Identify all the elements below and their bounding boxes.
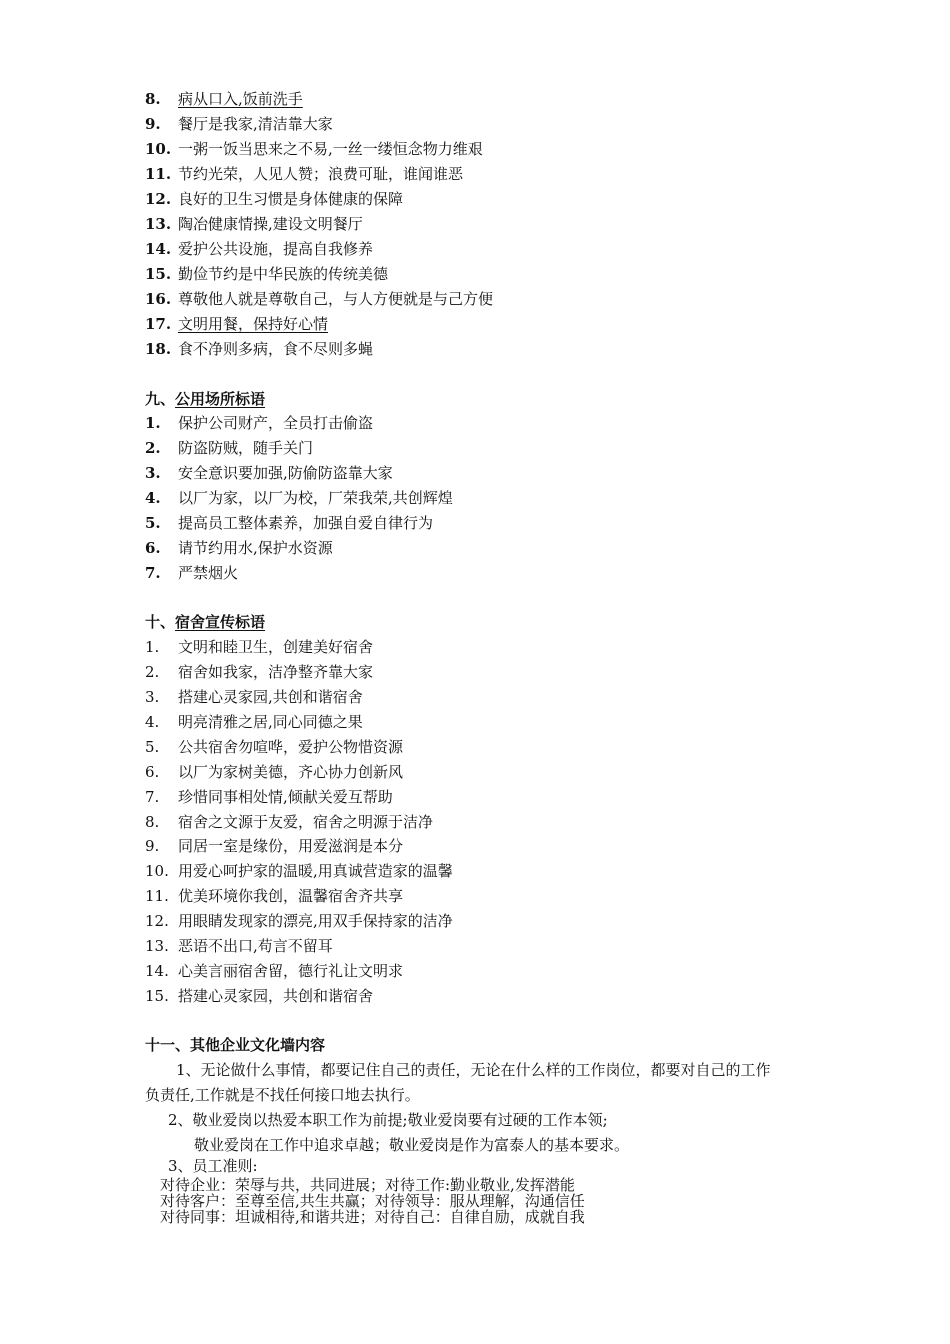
slogan-text: 爱护公共设施，提高自我修养 (178, 240, 374, 258)
slogan-text: 尊敬他人就是尊敬自己，与人方便就是与己方便 (178, 290, 494, 308)
slogan-text: 良好的卫生习惯是身体健康的保障 (178, 190, 404, 208)
section-heading-public-places: 九、公用场所标语 (145, 390, 266, 408)
employee-code-line: 对待同事：坦诚相待,和谐共进；对待自己：自律自励，成就自我 (160, 1208, 585, 1226)
slogan-text: 餐厅是我家,清洁靠大家 (178, 115, 333, 133)
section-heading-dormitory: 十、宿舍宣传标语 (145, 613, 266, 631)
slogan-text: 陶冶健康情操,建设文明餐厅 (178, 215, 363, 233)
employee-code-title: 3、员工准则: (168, 1157, 258, 1175)
slogan-text: 勤俭节约是中华民族的传统美德 (178, 265, 389, 283)
employee-code-line: 对待企业：荣辱与共，共同进展；对待工作:勤业敬业,发挥潜能 (160, 1176, 575, 1194)
document-page: 8. 病从口入,饭前洗手 9. 餐厅是我家,清洁靠大家 10. 一粥一饭当思来之不易,一丝一缕恒念物力维艰 11. 节约光荣，人见人赞；浪费可耻，谁闻谁恶 12. 良好的卫生习惯是身体健康的保障 13. 陶冶健康情操,建设文明餐厅 14. 爱护公共设施，提高自我修养 15. 勤俭节约是中华民族的传统美德 16. 尊敬他人就是尊敬自己，与人方便就是与己方便 17. 文明用餐，保持好心情 18. 食不净则多病，食不尽则多蝇 九、公用场所标语 1. 保护公司财产，全员打击偷盗 2. 防盗防贼，随手关门 3. 安全意识要加强,防偷防盗靠大家 4. 以厂为家，以厂为校，厂荣我荣,共创辉煌 5. 提高员工整体素养，加强自爱自律行为 6. 请节约用水,保护水资源 7. 严禁烟火 十、宿舍宣传标语 1. 文明和睦卫生，创建美好宿舍 2. 宿舍如我家，洁净整齐靠大家 3. 搭建心灵家园,共创和谐宿舍 4. 明亮清雅之居,同心同德之果 5. 公共宿舍勿喧哗，爱护公物惜资源 6. 以厂为家树美德，齐心协力创新风 7. 珍惜同事相处情,倾献关爱互帮助 8. 宿舍之文源于友爱，宿舍之明源于洁净 9. 同居一室是缘份，用爱滋润是本分 10. 用爱心呵护家的温暖,用真诚营造家的温馨 11. 优美环境你我创，温馨宿舍齐共享 12. 用眼睛发现家的漂亮,用双手保持家的洁净 13. 恶语不出口,苟言不留耳 14. 心美言丽宿舍留，德行礼让文明求 15. 搭建心灵家园，共创和谐宿舍 十一、其他企业文化墙内容 1、无论做什么事情，都要记住自己的责任，无论在什么样的工作岗位，都要对自己的工作 负责任,工作就是不找任何接口地去执行。 2、敬业爱岗以热爱本职工作为前提;敬业爱岗要有过硬的工作本领; 敬业爱岗在工作中追求卓越；敬业爱岗是作为富泰人的基本要求。 3、员工准则: 对待企业：荣辱与共，共同进展；对待工作:勤业敬业,发挥潜能 对待客户：至尊至信,共生共赢；对待领导：服从理解，沟通信任 对待同事：坦诚相待,和谐共进；对待自己：自律自励，成就自我 (0, 0, 950, 1344)
slogan-text: 食不净则多病，食不尽则多蝇 (178, 340, 374, 358)
slogan-text: 节约光荣，人见人赞；浪费可耻，谁闻谁恶 (178, 165, 464, 183)
paragraph-2-line-2: 敬业爱岗在工作中追求卓越；敬业爱岗是作为富泰人的基本要求。 (194, 1136, 630, 1154)
paragraph-1-line-1: 1、无论做什么事情，都要记住自己的责任，无论在什么样的工作岗位，都要对自己的工作 (176, 1061, 771, 1079)
employee-code-line: 对待客户：至尊至信,共生共赢；对待领导：服从理解，沟通信任 (160, 1192, 585, 1210)
slogan-text: 文明用餐，保持好心情 (178, 315, 329, 333)
slogan-text: 一粥一饭当思来之不易,一丝一缕恒念物力维艰 (178, 140, 483, 158)
paragraph-2-line-1: 2、敬业爱岗以热爱本职工作为前提;敬业爱岗要有过硬的工作本领; (168, 1111, 608, 1129)
section-heading-culture-wall: 十一、其他企业文化墙内容 (145, 1036, 326, 1054)
slogan-text: 病从口入,饭前洗手 (178, 90, 303, 108)
paragraph-1-line-2: 负责任,工作就是不找任何接口地去执行。 (145, 1086, 420, 1104)
